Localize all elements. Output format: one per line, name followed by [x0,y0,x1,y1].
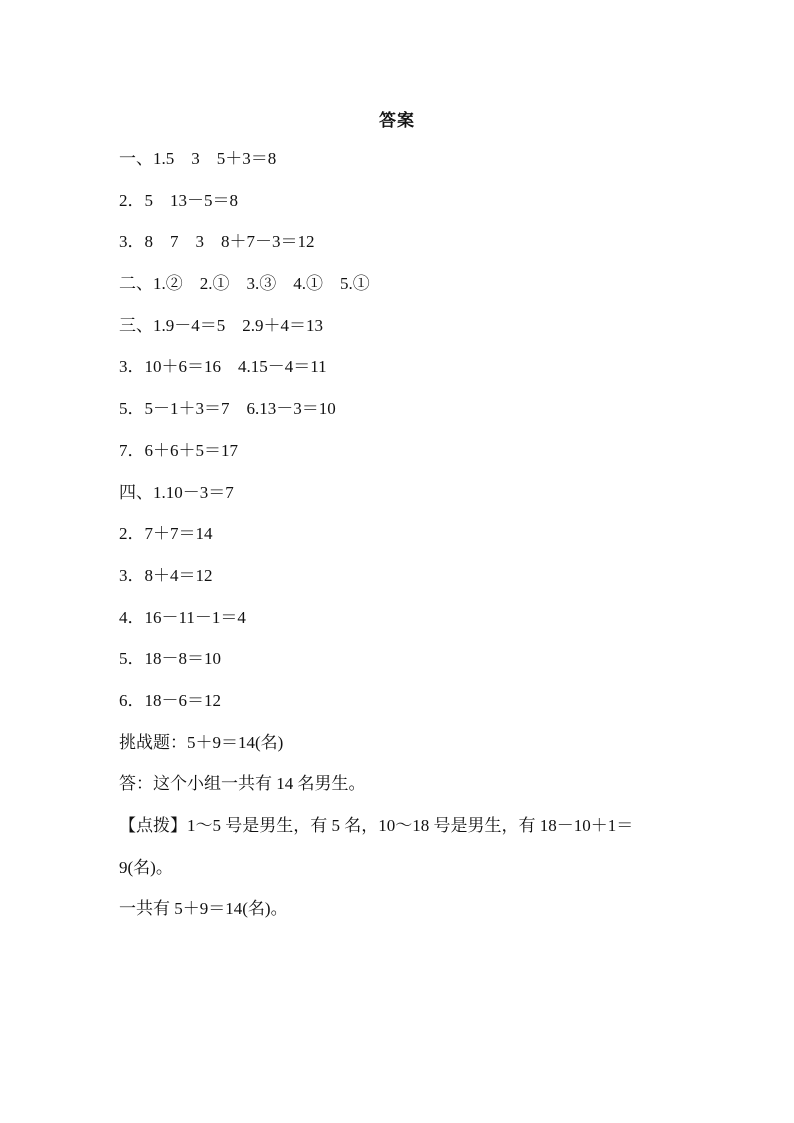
answer-line-11: 3．8＋4＝12 [119,565,213,585]
answer-lines [119,146,699,938]
hint-line-1: 【点拨】1～5 号是男生，有 5 名，10～18 号是男生，有 18－10＋1＝ [119,816,634,835]
challenge-line: 挑战题：5＋9＝14(名) [119,732,284,752]
answer-line-9: 四、1.10－3＝7 [119,482,234,502]
answer-line-1: 一、1.5 3 5＋3＝8 [119,149,277,168]
answer-line-2: 2．5 13－5＝8 [119,190,238,210]
answer-line-14: 6．18－6＝12 [119,690,221,710]
answer-line-8: 7．6＋6＋5＝17 [119,440,238,460]
answer-line-6: 3．10＋6＝16 4.15－4＝11 [119,357,327,377]
answer-line-13: 5．18－8＝10 [119,649,221,669]
answer-line-4: 二、1.② 2.① 3.③ 4.① 5.① [119,274,370,294]
page-title: 答案 [379,111,415,130]
answer-line-5: 三、1.9－4＝5 2.9＋4＝13 [119,315,323,335]
answer-line-12: 4．16－11－1＝4 [119,607,246,627]
answer-line-10: 2．7＋7＝14 [119,524,213,544]
total-line: 一共有 5＋9＝14(名)。 [119,899,288,919]
challenge-answer-line: 答：这个小组一共有 14 名男生。 [119,774,366,794]
answer-line-7: 5．5－1＋3＝7 6.13－3＝10 [119,399,336,419]
hint-line-2: 9(名)。 [119,857,173,877]
answer-line-3: 3．8 7 3 8＋7－3＝12 [119,232,315,252]
